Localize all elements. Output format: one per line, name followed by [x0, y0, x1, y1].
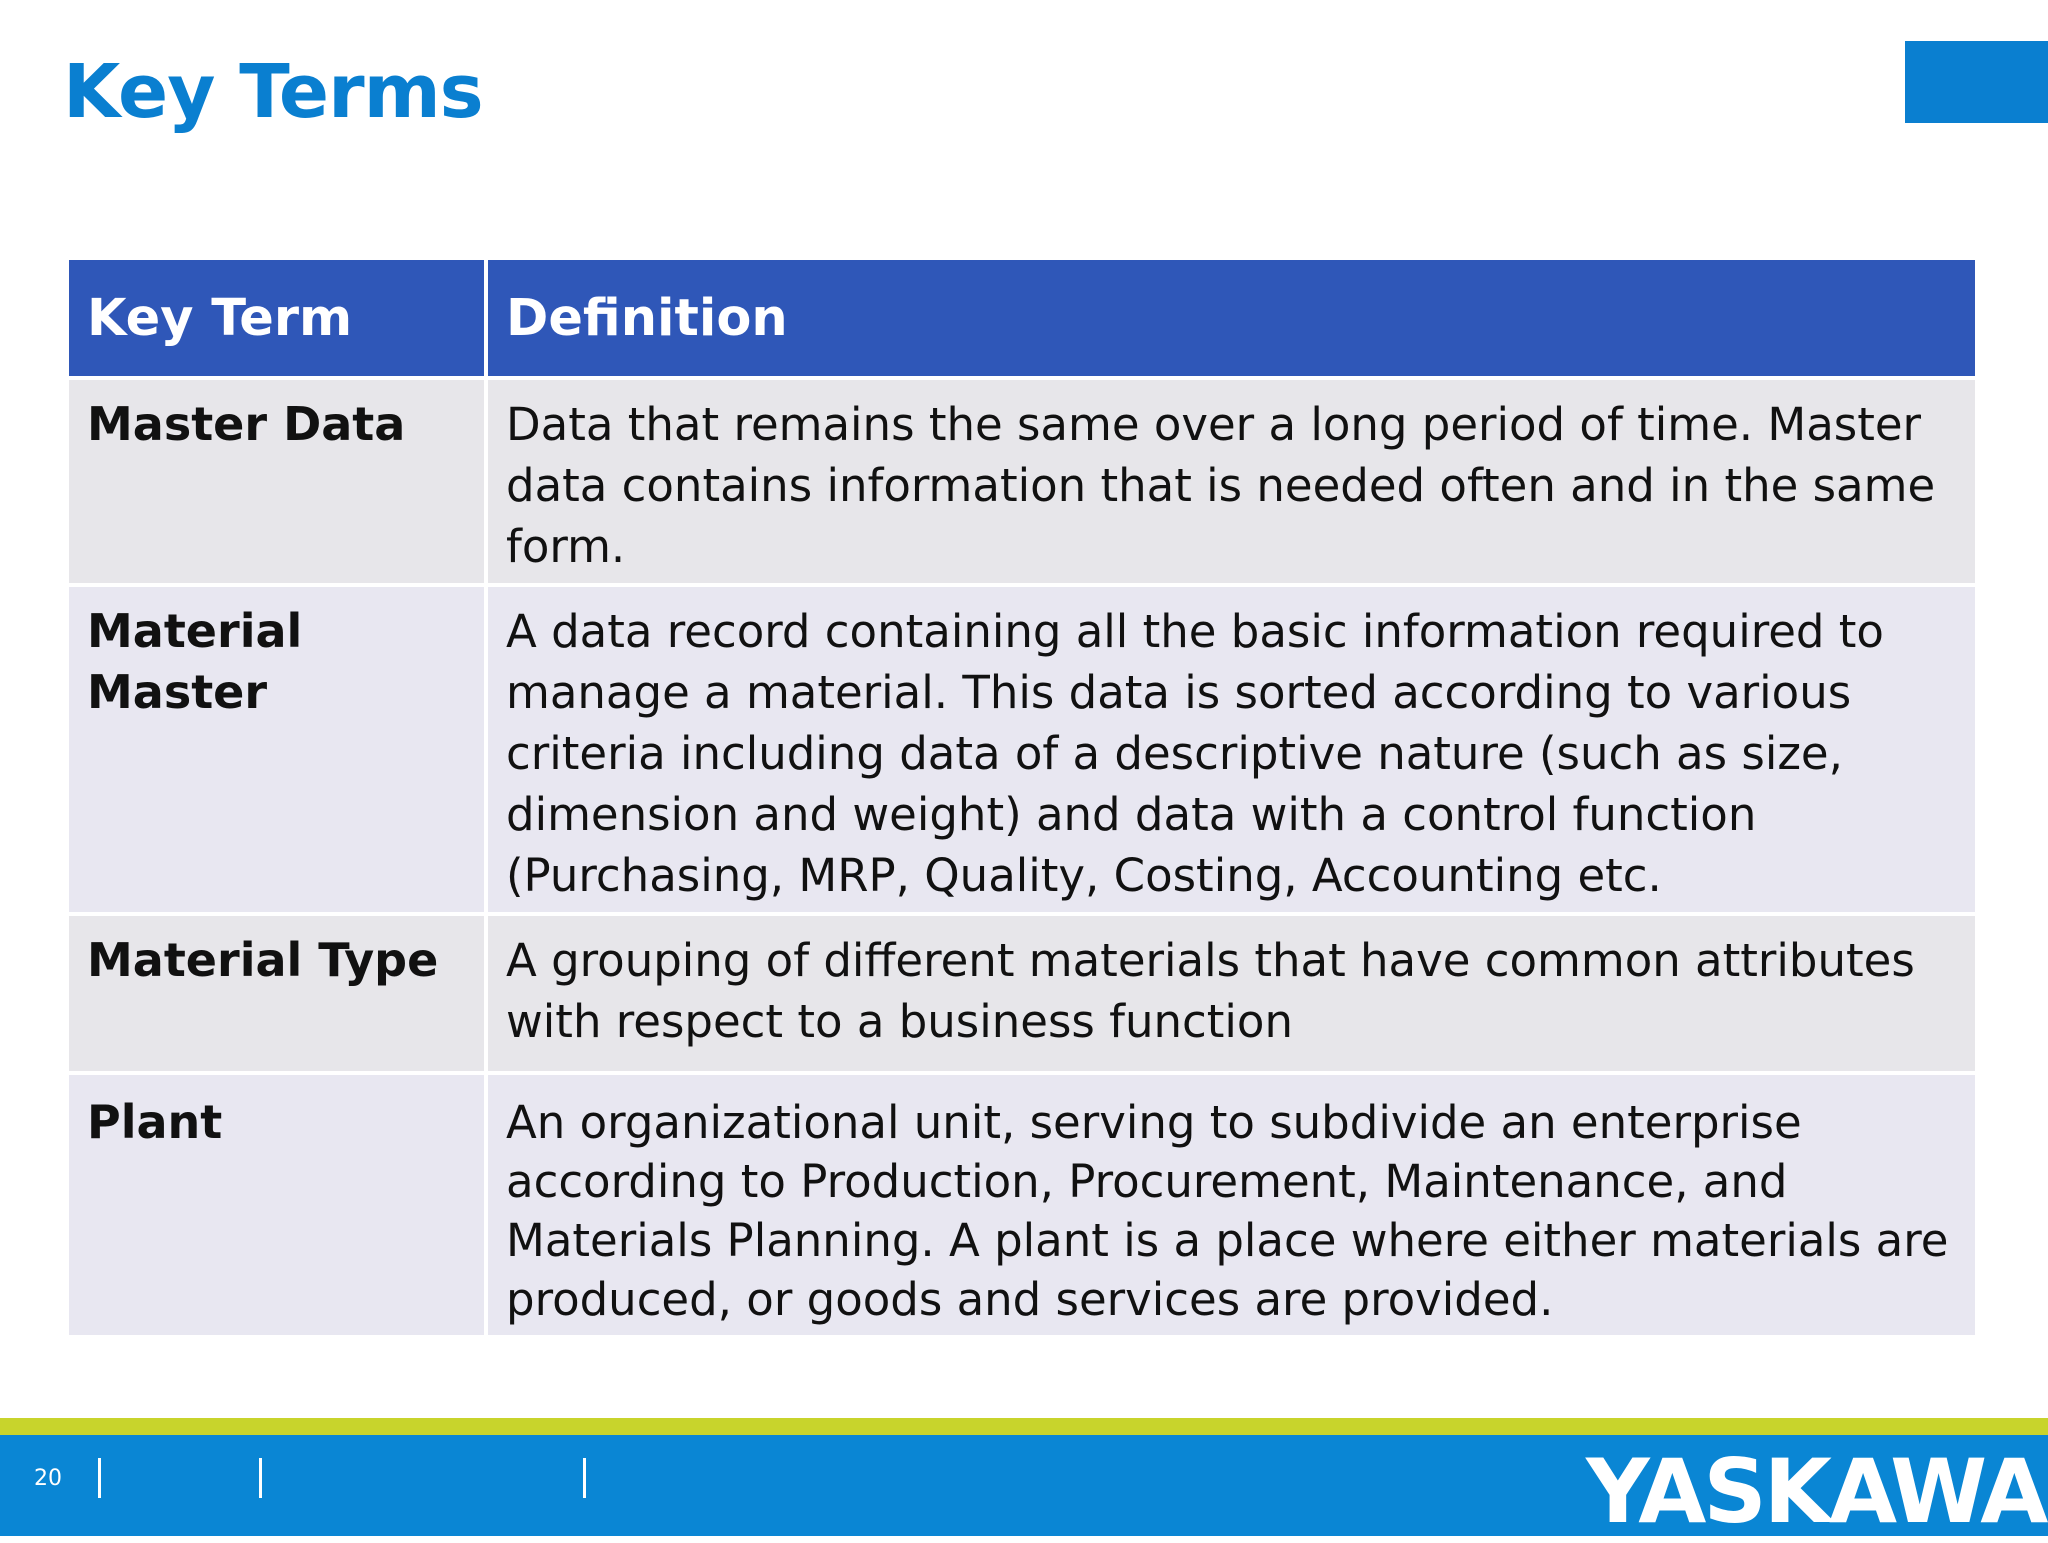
column-header-definition: Definition	[486, 258, 1977, 378]
definition-cell: An organizational unit, serving to subdivide an enterprise according to Production, Procurement, Maintenance, and Materials Planning. A plant is a place where either materials are produced, or goods and services are provided.	[486, 1073, 1977, 1337]
definition-cell: A data record containing all the basic information required to manage a material. This data is sorted according to various criteria including data of a descriptive nature (such as size, dimension and weight) and data with a control function (Purchasing, MRP, Quality, Costing, Accounting etc.	[486, 585, 1977, 914]
table-row	[67, 914, 1977, 1073]
corner-accent-tab	[1905, 41, 2048, 123]
table-header-row	[67, 258, 1977, 378]
slide-title: Key Terms	[63, 49, 483, 135]
footer-divider	[259, 1458, 262, 1498]
page-number: 20	[34, 1466, 62, 1491]
column-header-key-term: Key Term	[67, 258, 486, 378]
table-row	[67, 378, 1977, 585]
term-cell: Master Data	[67, 378, 486, 585]
term-cell: Material Type	[67, 914, 486, 1073]
yaskawa-logo: YASKAWA	[1586, 1440, 2046, 1543]
footer-divider	[583, 1458, 586, 1498]
footer-divider	[98, 1458, 101, 1498]
table-row	[67, 1073, 1977, 1337]
definition-cell: A grouping of different materials that have common attributes with respect to a business function	[486, 914, 1977, 1073]
table-row	[67, 585, 1977, 914]
definition-cell: Data that remains the same over a long period of time. Master data contains information that is needed often and in the same form.	[486, 378, 1977, 585]
term-cell: Plant	[67, 1073, 486, 1337]
term-cell: Material Master	[67, 585, 486, 914]
footer-accent-stripe	[0, 1418, 2048, 1435]
key-terms-table	[65, 256, 1979, 1339]
